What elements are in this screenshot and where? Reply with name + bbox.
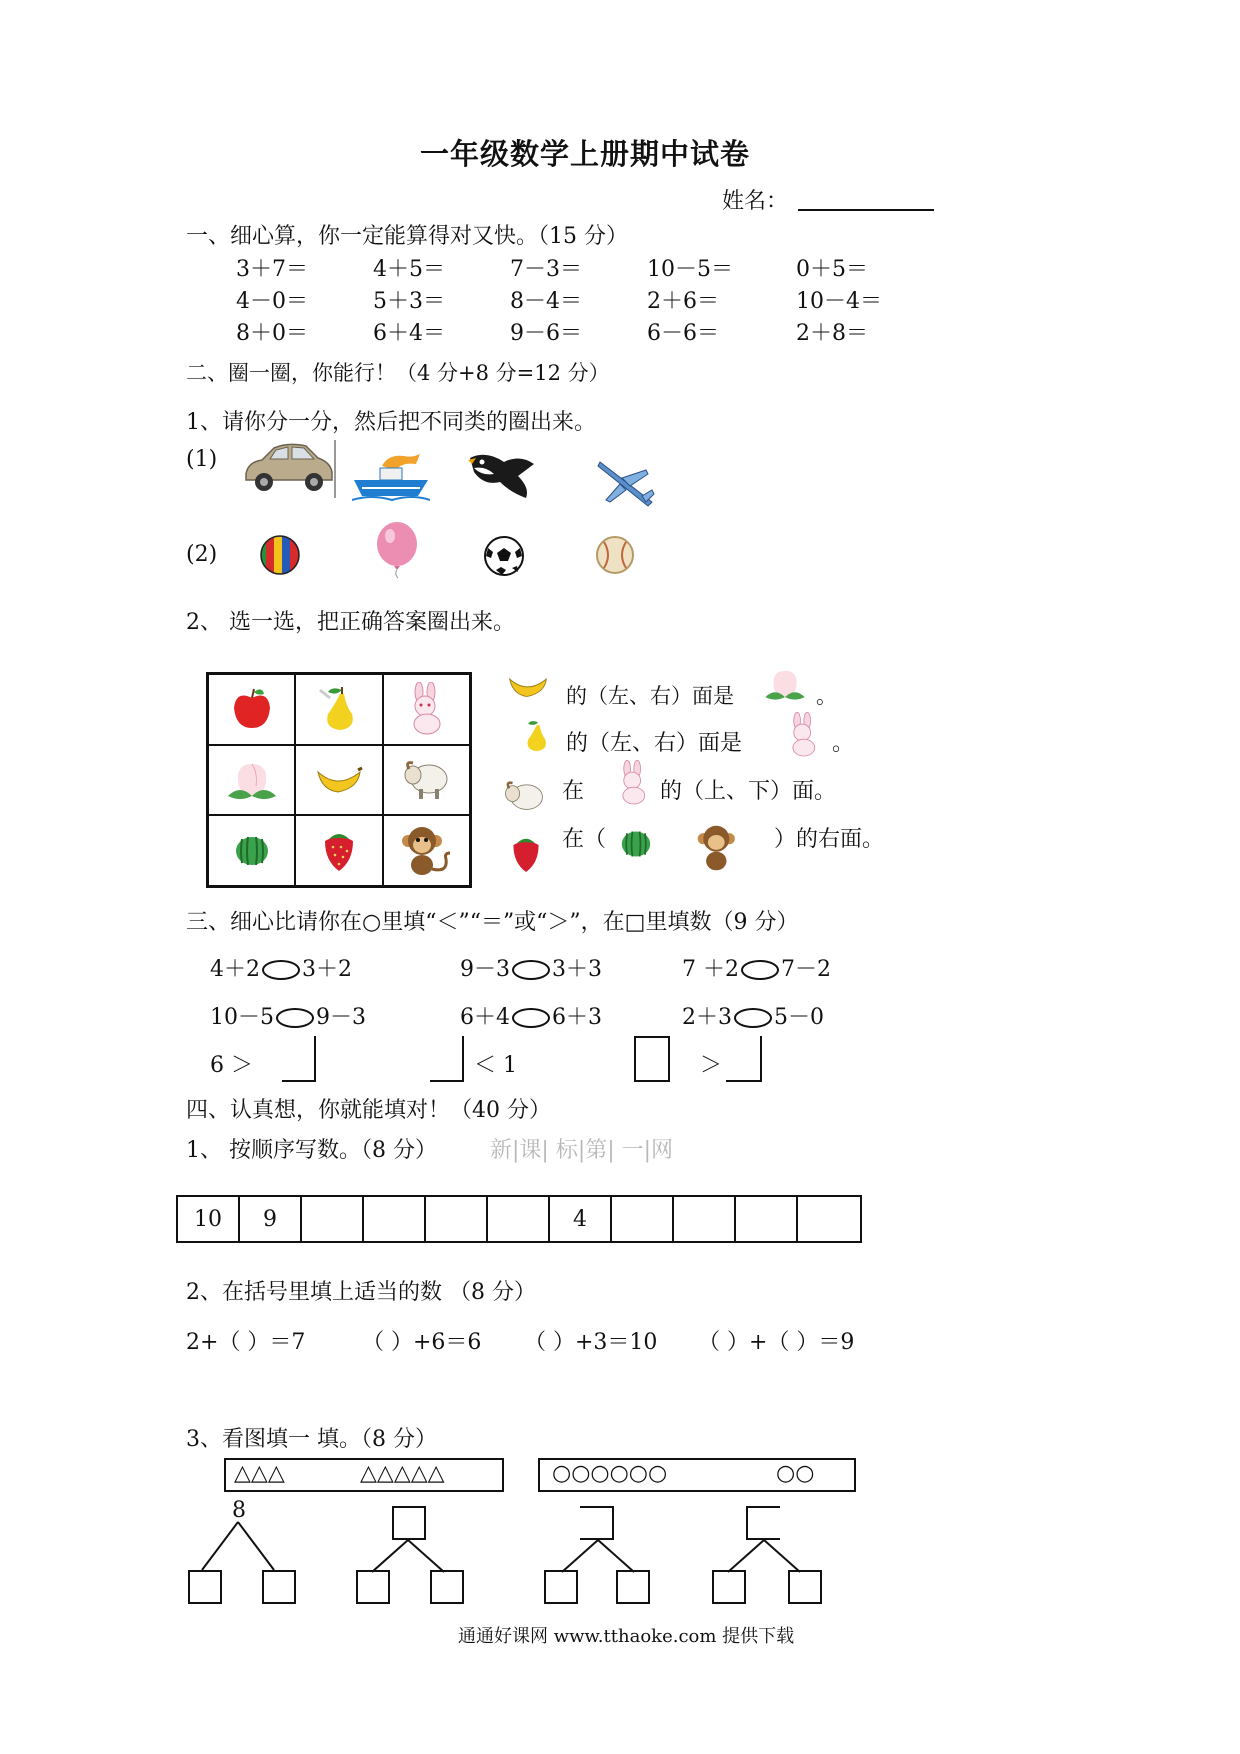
monkey-icon — [694, 822, 746, 874]
statement-4-text: 在（ — [562, 827, 607, 852]
apple-icon — [230, 686, 274, 732]
strawberry-icon — [319, 827, 359, 875]
sequence-cell[interactable] — [736, 1197, 798, 1241]
sequence-cell[interactable]: 9 — [240, 1197, 302, 1241]
watermark-text: 新|课| 标|第| 一|网 — [490, 1138, 674, 1163]
grid-cell[interactable] — [383, 674, 470, 745]
compare-item: 7 ＋2 7－2 — [682, 957, 831, 982]
row2-label: (2) — [186, 542, 218, 567]
peach-icon — [762, 664, 808, 704]
compare-item: 10－5 9－3 — [210, 1005, 366, 1030]
box-compare-c-text: ＞ — [700, 1053, 723, 1078]
tree-3-top-box[interactable] — [580, 1506, 614, 1540]
section1-problem: 10－4＝ — [796, 289, 882, 314]
compare-item: 9－3 3＋3 — [460, 957, 602, 982]
balloon-icon[interactable] — [374, 520, 420, 580]
statement-2-text: 的（左、右）面是 — [566, 731, 743, 756]
number-sequence-row — [176, 1195, 862, 1243]
watermelon-icon — [618, 828, 654, 860]
section1-problem: 6＋4＝ — [373, 321, 445, 346]
grid-cell[interactable] — [295, 815, 382, 886]
pear-icon — [314, 684, 364, 734]
section1-heading: 一、细心算，你一定能算得对又快。（15 分） — [186, 224, 628, 249]
section4-question-1: 1、 按顺序写数。（8 分） — [186, 1138, 437, 1163]
sequence-cell[interactable] — [488, 1197, 550, 1241]
tree-1-left-box[interactable] — [188, 1570, 222, 1604]
section1-problem: 6－6＝ — [647, 321, 719, 346]
page-title: 一年级数学上册期中试卷 — [420, 137, 751, 171]
fill-in-item[interactable]: （ ）+3＝10 — [524, 1330, 658, 1355]
striped-ball-icon[interactable] — [258, 533, 302, 577]
sequence-cell[interactable] — [674, 1197, 736, 1241]
rabbit-icon — [612, 760, 654, 806]
section4-question-2: 2、在括号里填上适当的数 （8 分） — [186, 1280, 536, 1305]
grid-cell[interactable] — [208, 674, 295, 745]
baseball-icon[interactable] — [594, 534, 636, 576]
section1-problem: 7－3＝ — [510, 257, 582, 282]
section1-problem: 5＋3＝ — [373, 289, 445, 314]
compare-circle[interactable] — [734, 1008, 772, 1028]
peach-icon — [224, 756, 280, 804]
tree-3-right-box[interactable] — [616, 1570, 650, 1604]
rabbit-icon — [401, 682, 451, 736]
section2-question-2: 2、 选一选，把正确答案圈出来。 — [186, 610, 515, 635]
fill-in-item[interactable]: （ ）+6＝6 — [362, 1330, 482, 1355]
ship-icon[interactable] — [352, 450, 430, 502]
triangles-right: △△△△△ — [360, 1461, 445, 1486]
compare-item: 4＋2 3＋2 — [210, 957, 352, 982]
section1-problem: 10－5＝ — [647, 257, 733, 282]
compare-circle[interactable] — [512, 960, 550, 980]
statement-2-end: 。 — [832, 731, 855, 756]
answer-box[interactable] — [282, 1036, 316, 1082]
compare-item: 2＋3 5－0 — [682, 1005, 824, 1030]
section3-heading: 三、细心比请你在○里填“＜”“＝”或“＞”，在□里填数（9 分） — [186, 910, 799, 935]
grid-cell[interactable] — [383, 815, 470, 886]
grid-cell[interactable] — [208, 745, 295, 816]
name-field[interactable] — [798, 209, 934, 211]
sequence-cell[interactable] — [426, 1197, 488, 1241]
section1-problem: 3＋7＝ — [236, 257, 308, 282]
grid-cell[interactable] — [295, 745, 382, 816]
statement-4-end: ）的右面。 — [774, 827, 885, 852]
rabbit-icon — [782, 712, 824, 758]
footer-text: 通通好课网 www.tthaoke.com 提供下载 — [458, 1626, 795, 1647]
answer-box[interactable] — [430, 1036, 464, 1082]
monkey-icon — [398, 823, 454, 879]
sequence-cell[interactable]: 10 — [178, 1197, 240, 1241]
circles-right: ○○ — [776, 1461, 815, 1486]
tree-3-left-box[interactable] — [544, 1570, 578, 1604]
section2-heading: 二、圈一圈，你能行！（4 分+8 分=12 分） — [186, 361, 610, 385]
compare-circle[interactable] — [512, 1008, 550, 1028]
section1-problem: 4＋5＝ — [373, 257, 445, 282]
tree-4-top-box[interactable] — [746, 1506, 780, 1540]
tree-4-right-box[interactable] — [788, 1570, 822, 1604]
tree-2-top-box[interactable] — [392, 1506, 426, 1540]
grid-cell[interactable] — [208, 815, 295, 886]
compare-circle[interactable] — [276, 1008, 314, 1028]
row1-label: (1) — [186, 447, 218, 472]
tree-4-left-box[interactable] — [712, 1570, 746, 1604]
section4-heading: 四、认真想，你就能填对！（40 分） — [186, 1098, 551, 1123]
animal-fruit-grid — [206, 672, 472, 888]
banana-icon — [314, 764, 364, 796]
airplane-icon[interactable] — [596, 456, 656, 510]
sheep-icon — [502, 776, 546, 820]
sequence-cell[interactable] — [798, 1197, 860, 1241]
section1-problem: 8＋0＝ — [236, 321, 308, 346]
section2-question-1: 1、请你分一分，然后把不同类的圈出来。 — [186, 410, 596, 435]
tree-1-top-number: 8 — [232, 1498, 246, 1523]
strawberry-icon — [508, 832, 544, 876]
grid-cell[interactable] — [383, 745, 470, 816]
compare-item: 6＋4 6＋3 — [460, 1005, 602, 1030]
answer-box[interactable] — [726, 1036, 762, 1082]
sequence-cell[interactable] — [364, 1197, 426, 1241]
tree-1-right-box[interactable] — [262, 1570, 296, 1604]
triangles-left: △△△ — [234, 1461, 285, 1486]
fill-in-item[interactable]: （ ）+（ ）＝9 — [698, 1330, 855, 1355]
section1-problem: 2＋8＝ — [796, 321, 868, 346]
section1-problem: 9－6＝ — [510, 321, 582, 346]
pear-icon — [518, 714, 554, 758]
soccer-ball-icon[interactable] — [482, 534, 526, 578]
box-compare-a-text: 6 ＞ — [210, 1053, 253, 1078]
statement-1-text: 的（左、右）面是 — [566, 684, 734, 708]
sequence-cell[interactable]: 4 — [550, 1197, 612, 1241]
section1-problem: 2＋6＝ — [647, 289, 719, 314]
compare-circle[interactable] — [262, 960, 300, 980]
tree-2-right-box[interactable] — [430, 1570, 464, 1604]
section1-problem: 4－0＝ — [236, 289, 308, 314]
sequence-cell[interactable] — [612, 1197, 674, 1241]
statement-1-end: 。 — [816, 684, 837, 708]
sequence-cell[interactable] — [302, 1197, 364, 1241]
compare-circle[interactable] — [741, 960, 779, 980]
car-icon[interactable] — [240, 438, 336, 496]
name-label: 姓名： — [722, 189, 789, 214]
section4-question-3: 3、看图填一 填。（8 分） — [186, 1427, 437, 1452]
circles-left: ○○○○○○ — [552, 1461, 668, 1486]
watermelon-icon — [232, 833, 272, 869]
section1-problem: 0＋5＝ — [796, 257, 868, 282]
banana-icon — [506, 672, 550, 700]
tree-2-left-box[interactable] — [356, 1570, 390, 1604]
grid-cell[interactable] — [295, 674, 382, 745]
statement-3-text: 在 — [562, 779, 585, 804]
sheep-icon — [401, 757, 451, 803]
section1-problem: 8－4＝ — [510, 289, 582, 314]
fill-in-item[interactable]: 2+（ ）＝7 — [186, 1330, 306, 1355]
answer-box[interactable] — [634, 1036, 670, 1082]
bird-icon[interactable] — [464, 448, 536, 502]
box-compare-b-text: ＜ 1 — [474, 1053, 517, 1078]
statement-3-end: 的（上、下）面。 — [660, 779, 837, 804]
